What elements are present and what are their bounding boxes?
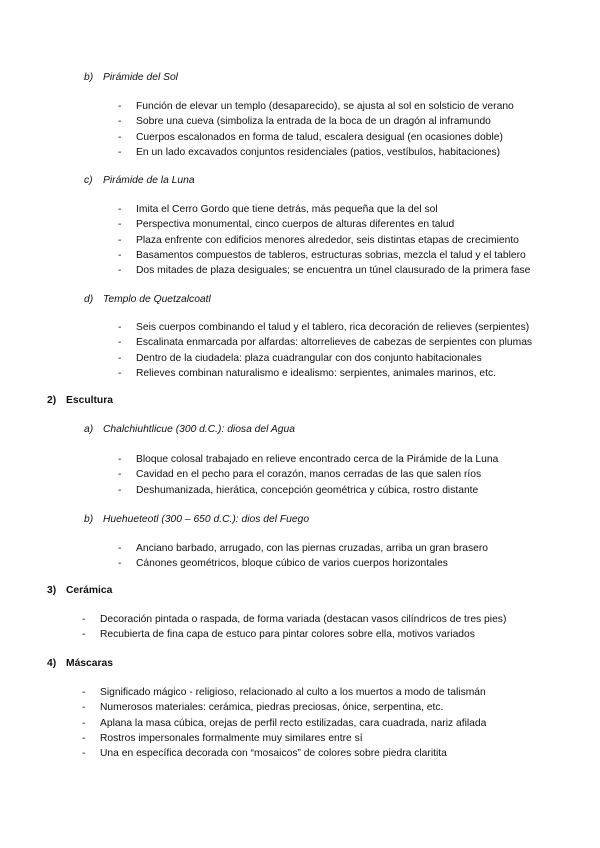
list-item: - Deshumanizada, hierática, concepción geométrica y cúbica, rostro distante [118,484,479,496]
list-item: - Bloque colosal trabajado en relieve encontrado cerca de la Pirámide de la Luna [118,454,499,465]
subheading-piramide-de-la-luna [84,175,195,186]
list-piramide-de-la-luna [118,202,531,278]
list-item: - Cánones geométricos, bloque cúbico de varios cuerpos horizontales [118,558,448,570]
list-item: - Seis cuerpos combinando el talud y el tablero, rica decoración de relieves (serpientes) [118,322,530,333]
list-item: - Perspectiva monumental, cinco cuerpos de alturas diferentes en talud [118,219,455,231]
subheading-letter: a) [84,424,94,435]
list-chalchiuhtlicue [118,452,499,498]
list-piramide-del-sol [118,99,514,160]
section-title: Escultura [66,395,113,406]
list-item: - En un lado excavados conjuntos residenciales (patios, vestíbulos, habitaciones) [118,146,501,158]
list-item: - Plaza enfrente con edificios menores alrededor, seis distintas etapas de crecimiento [118,234,519,246]
subheading-piramide-del-sol [84,72,178,83]
subheading-letter: b) [84,72,94,83]
subheading-title: Pirámide del Sol [103,72,178,83]
subheading-letter: b) [84,514,94,525]
list-mascaras [82,685,487,761]
list-item: - Sobre una cueva (simboliza la entrada de la boca de un dragón al inframundo [118,116,491,128]
list-item: - Imita el Cerro Gordo que tiene detrás, más pequeña que la del sol [118,204,438,215]
section-number: 4) [47,658,57,669]
section-title: Máscaras [66,658,113,669]
list-templo-de-quetzalcoatl [118,320,533,381]
list-item: - Decoración pintada o raspada, de forma variada (destacan vasos cilíndricos de tres pies) [82,614,507,625]
list-item: - Rostros impersonales formalmente muy similares entre sí [82,732,363,744]
list-item: - Cavidad en el pecho para el corazón, manos cerradas de las que salen ríos [118,469,482,481]
list-item: - Recubierta de fina capa de estuco para pintar colores sobre ella, motivos variados [82,629,475,641]
list-item: - Escalinata enmarcada por alfardas: altorrelieves de cabezas de serpientes con plumas [118,337,533,349]
section-number: 3) [47,585,57,596]
subheading-title: Templo de Quetzalcoatl [103,294,211,305]
subheading-templo-de-quetzalcoatl [84,294,211,305]
list-item: - Anciano barbado, arrugado, con las piernas cruzadas, arriba un gran brasero [118,543,489,554]
list-item: - Numerosos materiales: cerámica, piedras preciosas, ónice, serpentina, etc. [82,702,444,714]
list-item: - Función de elevar un templo (desaparecido), se ajusta al sol en solsticio de verano [118,101,514,112]
subheading-title: Huehueteotl (300 – 650 d.C.): dios del Fuego [103,514,310,525]
list-item: - Aplana la masa cúbica, orejas de perfil recto estilizadas, cara cuadrada, nariz afilada [82,717,487,729]
subheading-title: Chalchiuhtlicue (300 d.C.): diosa del Agua [103,424,295,435]
list-item: - Basamentos compuestos de tableros, estructuras sobrias, mezcla el talud y el tablero [118,249,526,261]
subheading-huehueteotl [84,514,309,525]
list-item: - Una en específica decorada con “mosaicos” de colores sobre piedra claritita [82,748,447,760]
section-heading-mascaras [47,658,113,669]
subheading-letter: c) [84,175,93,186]
section-number: 2) [47,395,57,406]
subheading-title: Pirámide de la Luna [103,175,195,186]
section-heading-ceramica [47,585,112,596]
list-huehueteotl [118,541,489,572]
list-item: - Dos mitades de plaza desiguales; se encuentra un túnel clausurado de la primera fase [118,265,531,277]
subheading-chalchiuhtlicue [84,424,295,435]
list-item: - Dentro de la ciudadela: plaza cuadrangular con dos conjunto habitacionales [118,352,482,364]
section-heading-escultura [47,395,113,406]
list-ceramica [82,612,507,643]
list-item: - Relieves combinan naturalismo e idealismo: serpientes, animales marinos, etc. [118,367,496,379]
section-title: Cerámica [66,585,113,596]
list-item: - Cuerpos escalonados en forma de talud, escalera desigual (en ocasiones doble) [118,131,503,143]
subheading-letter: d) [84,294,94,305]
list-item: - Significado mágico - religioso, relacionado al culto a los muertos a modo de talismán [82,687,486,698]
